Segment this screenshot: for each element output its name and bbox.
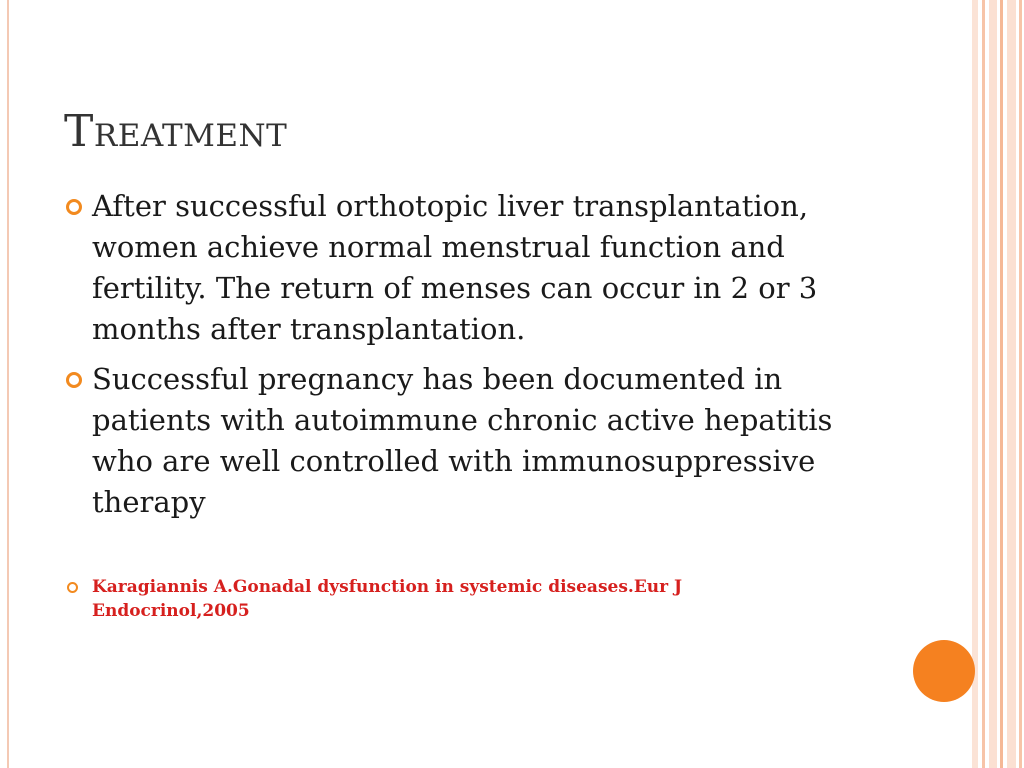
stripe (989, 0, 997, 768)
reference-line-1: Karagiannis A.Gonadal dysfunction in systemic diseases.Eur J (92, 577, 683, 597)
bullet-ring-icon (66, 199, 82, 215)
stripe (972, 0, 978, 768)
slide-content (64, 186, 884, 623)
bullet-ring-icon (66, 372, 82, 388)
stripe (982, 0, 985, 768)
left-border-line (7, 0, 9, 768)
stripe (1000, 0, 1003, 768)
bullet-item (64, 359, 884, 523)
stripe (1019, 0, 1022, 768)
stripe (1007, 0, 1016, 768)
decorative-circle (913, 640, 975, 702)
slide-title: Treatment (64, 106, 288, 157)
decorative-stripes (972, 0, 1024, 768)
bullet-item (64, 186, 884, 350)
reference-item (64, 575, 884, 623)
bullet-text: Successful pregnancy has been documented in patients with autoimmune chronic active hepatitis who are well controlled with immunosuppressive therapy (92, 362, 833, 519)
reference-line-2: Endocrinol,2005 (92, 601, 250, 621)
bullet-ring-icon (67, 582, 78, 593)
bullet-text: After successful orthotopic liver transplantation, women achieve normal menstrual function and fertility. The return of menses can occur in 2 or 3 months after transplantation. (92, 189, 818, 346)
